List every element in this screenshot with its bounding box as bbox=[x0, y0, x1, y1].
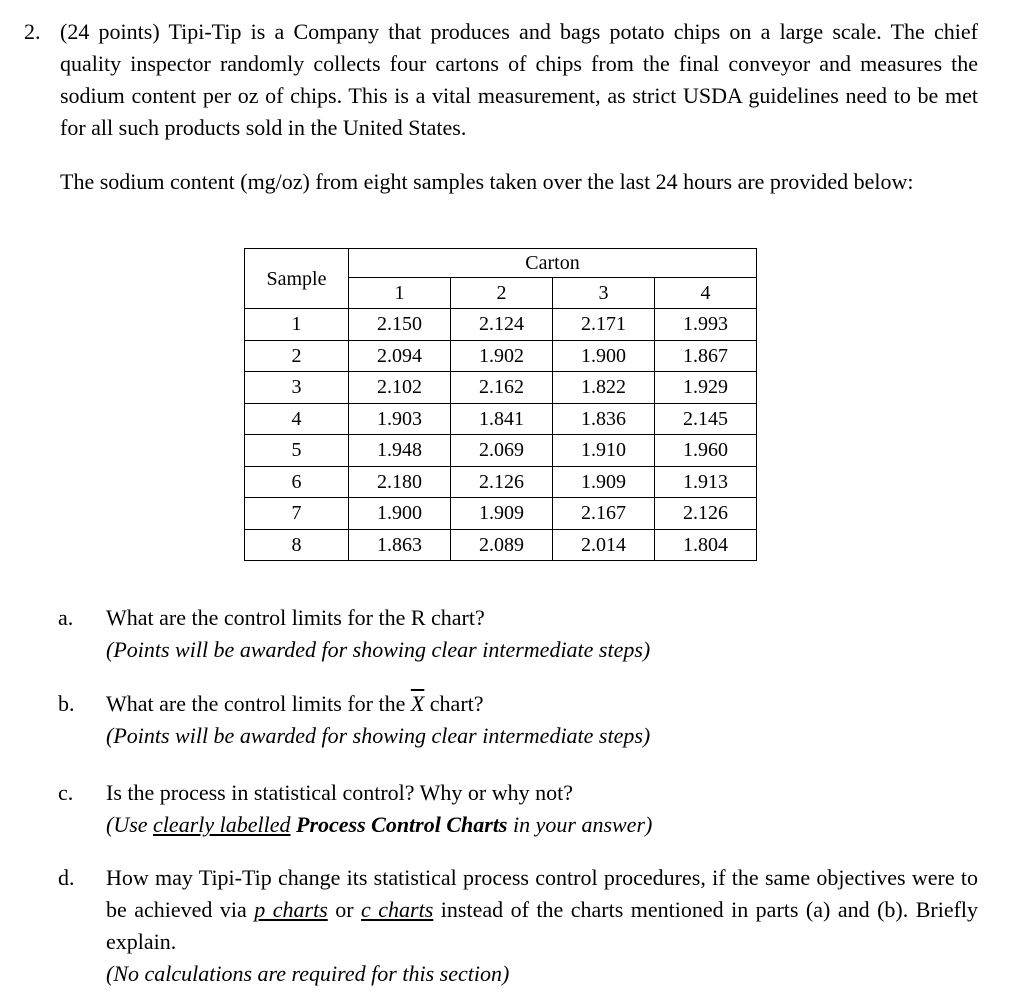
sample-id: 1 bbox=[245, 309, 349, 341]
underlined-text: clearly labelled bbox=[153, 812, 291, 837]
carton-number: 3 bbox=[553, 278, 655, 309]
question-text-part: What are the control limits for the bbox=[106, 691, 411, 716]
question-text bbox=[106, 862, 978, 958]
question-body bbox=[106, 777, 978, 841]
table-row bbox=[245, 340, 757, 372]
table-cell: 2.150 bbox=[349, 309, 451, 341]
table-cell: 2.126 bbox=[655, 498, 757, 530]
table-cell: 2.102 bbox=[349, 372, 451, 404]
table-cell: 1.867 bbox=[655, 340, 757, 372]
table-cell: 1.900 bbox=[553, 340, 655, 372]
question-text-part: instead of the charts mentioned in parts (a) and (b). Briefly explain. bbox=[106, 897, 979, 954]
c-charts-term: c charts bbox=[361, 897, 434, 922]
question-label: d. bbox=[58, 865, 75, 890]
sample-id: 3 bbox=[245, 372, 349, 404]
table-lead-text: The sodium content (mg/oz) from eight samples taken over the last 24 hours are provided below: bbox=[60, 169, 914, 194]
sample-header: Sample bbox=[245, 249, 349, 309]
question-body bbox=[106, 602, 978, 666]
question-label: b. bbox=[58, 691, 75, 716]
table-cell: 1.910 bbox=[553, 435, 655, 467]
table-cell: 2.167 bbox=[553, 498, 655, 530]
table-cell: 2.014 bbox=[553, 529, 655, 561]
sample-id: 6 bbox=[245, 466, 349, 498]
p-charts-term: p charts bbox=[254, 897, 328, 922]
sodium-data-table bbox=[244, 248, 757, 561]
table-cell: 1.909 bbox=[553, 466, 655, 498]
question-note: (No calculations are required for this section) bbox=[106, 961, 510, 986]
table-cell: 2.171 bbox=[553, 309, 655, 341]
table-cell: 2.069 bbox=[451, 435, 553, 467]
note-part: in your answer) bbox=[507, 812, 653, 837]
question-text-part: How may Tipi-Tip change its statistical process control procedures, if the same objectives were to be achieved via bbox=[106, 865, 978, 922]
table-row bbox=[245, 435, 757, 467]
table-cell: 1.902 bbox=[451, 340, 553, 372]
question-number: 2. bbox=[24, 19, 41, 44]
table-cell: 1.836 bbox=[553, 403, 655, 435]
table-cell: 1.863 bbox=[349, 529, 451, 561]
question-text-part: or bbox=[327, 897, 362, 922]
carton-number: 2 bbox=[451, 278, 553, 309]
table-cell: 2.124 bbox=[451, 309, 553, 341]
carton-number: 4 bbox=[655, 278, 757, 309]
question-note: (Points will be awarded for showing clear intermediate steps) bbox=[106, 637, 651, 662]
table-cell: 1.909 bbox=[451, 498, 553, 530]
carton-number: 1 bbox=[349, 278, 451, 309]
table-header-row bbox=[245, 249, 757, 278]
question-text: What are the control limits for the R chart? bbox=[106, 605, 485, 630]
table-cell: 1.993 bbox=[655, 309, 757, 341]
sample-id: 7 bbox=[245, 498, 349, 530]
table-cell: 2.162 bbox=[451, 372, 553, 404]
sample-id: 2 bbox=[245, 340, 349, 372]
problem-intro: (24 points) Tipi-Tip is a Company that produces and bags potato chips on a large scale. The chief quality inspector randomly collects four cartons of chips from the final conveyor and measures the sodium content per oz of chips. This is a vital measurement, as strict USDA guidelines need to be met for all such products sold in the United States. bbox=[60, 19, 978, 140]
table-cell: 1.841 bbox=[451, 403, 553, 435]
question-text-part: chart? bbox=[424, 691, 484, 716]
table-row bbox=[245, 309, 757, 341]
question-note: (Points will be awarded for showing clear intermediate steps) bbox=[106, 723, 651, 748]
table-cell: 1.804 bbox=[655, 529, 757, 561]
table-cell: 1.948 bbox=[349, 435, 451, 467]
question-body bbox=[106, 862, 978, 990]
table-cell: 1.960 bbox=[655, 435, 757, 467]
x-bar-symbol: $\overline{X}$ bbox=[410, 691, 425, 716]
table-cell: 1.929 bbox=[655, 372, 757, 404]
table-cell: 2.180 bbox=[349, 466, 451, 498]
question-text: Is the process in statistical control? Why or why not? bbox=[106, 780, 573, 805]
table-cell: 1.903 bbox=[349, 403, 451, 435]
table-row bbox=[245, 529, 757, 561]
sample-id: 4 bbox=[245, 403, 349, 435]
table-cell: 1.913 bbox=[655, 466, 757, 498]
table-row bbox=[245, 372, 757, 404]
emphasis-text: Process Control Charts bbox=[296, 812, 508, 837]
table-cell: 2.145 bbox=[655, 403, 757, 435]
question-note bbox=[106, 809, 978, 841]
question-body bbox=[106, 688, 978, 752]
sample-id: 5 bbox=[245, 435, 349, 467]
sample-id: 8 bbox=[245, 529, 349, 561]
table-cell: 2.094 bbox=[349, 340, 451, 372]
table-cell: 2.089 bbox=[451, 529, 553, 561]
table-row bbox=[245, 498, 757, 530]
table-cell: 2.126 bbox=[451, 466, 553, 498]
note-part: (Use bbox=[106, 812, 154, 837]
question-label: c. bbox=[58, 780, 74, 805]
table-row bbox=[245, 403, 757, 435]
table-cell: 1.822 bbox=[553, 372, 655, 404]
table-row bbox=[245, 466, 757, 498]
table-cell: 1.900 bbox=[349, 498, 451, 530]
question-text bbox=[106, 688, 978, 720]
carton-header: Carton bbox=[349, 249, 757, 278]
question-label: a. bbox=[58, 605, 74, 630]
